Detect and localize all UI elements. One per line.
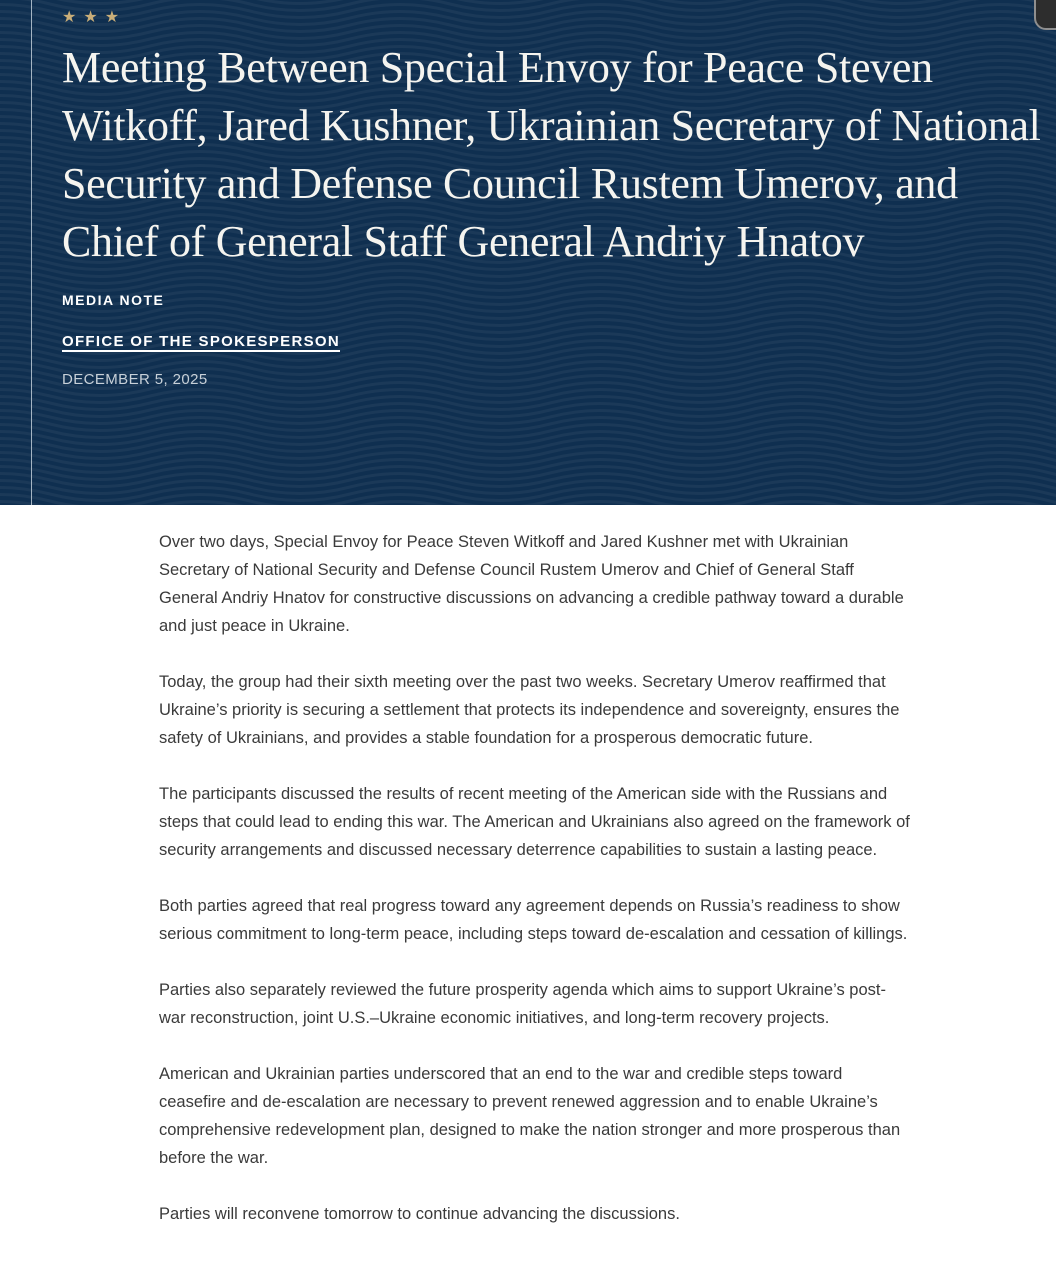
media-note-label: MEDIA NOTE [62, 292, 165, 308]
article-paragraph: American and Ukrainian parties underscored that an end to the war and credible steps toward ceasefire and de-escalation are necessary to prevent renewed aggression and to enable Ukraine’s comprehensive redevelopment plan, designed to make the nation stronger and more prosperous than before the war. [159, 1065, 901, 1167]
article-paragraph: Over two days, Special Envoy for Peace Steven Witkoff and Jared Kushner met with Ukrainian Secretary of National Security and Defense Council Rustem Umerov and Chief of General Staff General Andriy Hnatov for constructive discussions on advancing a credible pathway toward a durable and just peace in Ukraine. [159, 533, 904, 635]
header-content [0, 0, 1056, 388]
star-icon: ★ [104, 9, 127, 26]
article-paragraph: Parties will reconvene tomorrow to continue advancing the discussions. [159, 1205, 680, 1223]
publish-date: DECEMBER 5, 2025 [62, 371, 208, 388]
article-paragraph: Parties also separately reviewed the future prosperity agenda which aims to support Ukraine’s post-war reconstruction, joint U.S.–Ukraine economic initiatives, and long-term recovery projects. [159, 981, 886, 1027]
page-title: Meeting Between Special Envoy for Peace Steven Witkoff, Jared Kushner, Ukrainian Secretary of National Security and Defense Council Rustem Umerov, and Chief of General Staff General Andriy Hnatov [62, 43, 1041, 266]
office-of-spokesperson-link[interactable]: OFFICE OF THE SPOKESPERSON [62, 333, 340, 350]
article-body [0, 505, 1056, 1268]
article-paragraph: The participants discussed the results of recent meeting of the American side with the Russians and steps that could lead to ending this war. The American and Ukrainians also agreed on the framework of security arrangements and discussed necessary deterrence capabilities to sustain a lasting peace. [159, 785, 910, 859]
article-header [0, 0, 1056, 505]
article-paragraph: Both parties agreed that real progress toward any agreement depends on Russia’s readiness to show serious commitment to long-term peace, including steps toward de-escalation and cessation of killings. [159, 897, 908, 943]
article-paragraph: Today, the group had their sixth meeting over the past two weeks. Secretary Umerov reaffirmed that Ukraine’s priority is securing a settlement that protects its independence and sovereignty, ensures the safety of Ukrainians, and provides a stable foundation for a prosperous democratic future. [159, 673, 900, 747]
corner-overlay-button[interactable] [1034, 0, 1056, 30]
star-icon: ★ [83, 9, 105, 26]
star-icon: ★ [62, 9, 84, 26]
header-stars [62, 10, 1056, 26]
